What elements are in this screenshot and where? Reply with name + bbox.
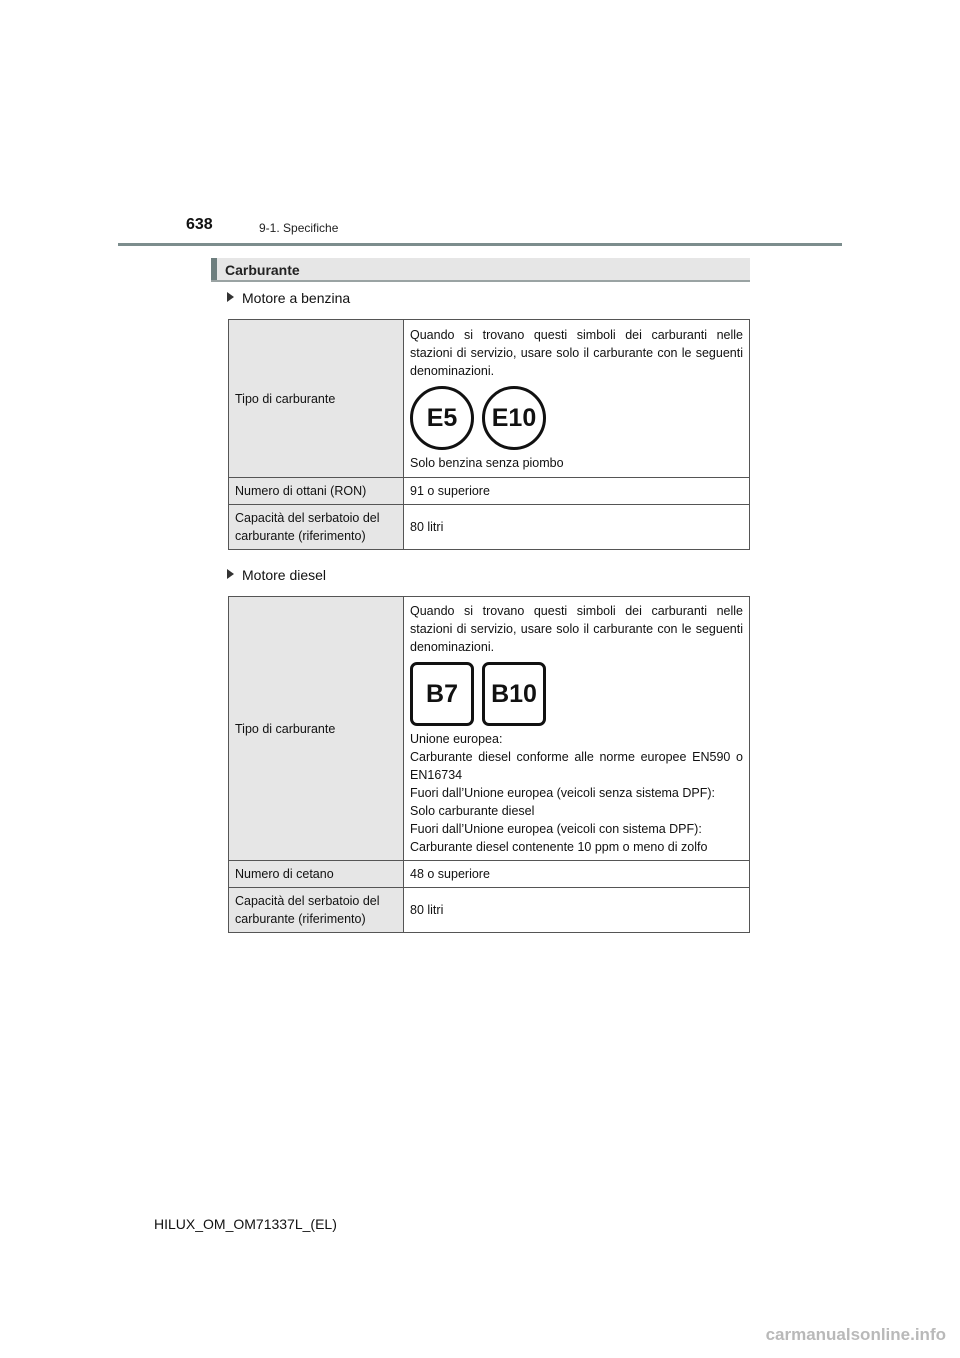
diesel-note-dpf-text: Carburante diesel contenente 10 ppm o meno di zolfo — [410, 839, 708, 854]
diesel-cetane-label: Numero di cetano — [229, 861, 404, 888]
triangle-bullet-icon — [227, 569, 234, 579]
petrol-octane-value: 91 o superiore — [404, 478, 750, 505]
petrol-fuel-intro: Quando si trovano questi simboli dei carburanti nelle stazioni di servizio, usare solo il carburante con le seguenti denominazioni. — [410, 327, 743, 378]
triangle-bullet-icon — [227, 292, 234, 302]
diesel-capacity-value: 80 litri — [404, 888, 750, 933]
fuel-symbol-e10: E10 — [482, 386, 546, 450]
diesel-fuel-type-label: Tipo di carburante — [229, 597, 404, 861]
petrol-heading — [227, 290, 350, 306]
diesel-fuel-symbols — [410, 662, 743, 726]
table-row — [229, 888, 750, 933]
diesel-note-eu-text: Carburante diesel conforme alle norme europee EN590 o EN16734 — [410, 749, 743, 782]
diesel-spec-table — [228, 596, 750, 933]
fuel-symbol-b7: B7 — [410, 662, 474, 726]
table-row — [229, 478, 750, 505]
petrol-heading-text: Motore a benzina — [242, 290, 351, 306]
table-row — [229, 320, 750, 478]
petrol-fuel-note: Solo benzina senza piombo — [410, 455, 564, 470]
diesel-note-nondpf-text: Solo carburante diesel — [410, 803, 535, 818]
section-reference: 9-1. Specifiche — [259, 221, 339, 235]
table-row — [229, 597, 750, 861]
section-title: Carburante — [225, 262, 300, 278]
diesel-fuel-type-value — [404, 597, 750, 861]
diesel-note-eu-heading: Unione europea: — [410, 731, 503, 746]
header-divider — [118, 243, 842, 246]
fuel-symbol-e5: E5 — [410, 386, 474, 450]
diesel-heading-text: Motore diesel — [242, 567, 327, 583]
petrol-fuel-type-value — [404, 320, 750, 478]
page-number: 638 — [186, 216, 213, 233]
section-title-bar — [211, 258, 750, 282]
petrol-capacity-value: 80 litri — [404, 505, 750, 550]
petrol-spec-table — [228, 319, 750, 550]
diesel-heading — [227, 567, 326, 583]
diesel-note-nondpf-heading: Fuori dall’Unione europea (veicoli senza sistema DPF): — [410, 785, 715, 800]
petrol-octane-label: Numero di ottani (RON) — [229, 478, 404, 505]
petrol-capacity-label: Capacità del serbatoio del carburante (riferimento) — [229, 505, 404, 550]
diesel-capacity-label: Capacità del serbatoio del carburante (riferimento) — [229, 888, 404, 933]
table-row — [229, 505, 750, 550]
fuel-symbol-b10: B10 — [482, 662, 546, 726]
watermark: carmanualsonline.info — [765, 1325, 946, 1344]
diesel-note-dpf-heading: Fuori dall’Unione europea (veicoli con sistema DPF): — [410, 821, 702, 836]
section-accent — [211, 258, 217, 280]
document-code: HILUX_OM_OM71337L_(EL) — [154, 1216, 337, 1232]
diesel-fuel-intro: Quando si trovano questi simboli dei carburanti nelle stazioni di servizio, usare solo il carburante con le seguenti denominazioni. — [410, 603, 743, 654]
petrol-fuel-type-label: Tipo di carburante — [229, 320, 404, 478]
diesel-cetane-value: 48 o superiore — [404, 861, 750, 888]
table-row — [229, 861, 750, 888]
petrol-fuel-symbols — [410, 386, 743, 450]
